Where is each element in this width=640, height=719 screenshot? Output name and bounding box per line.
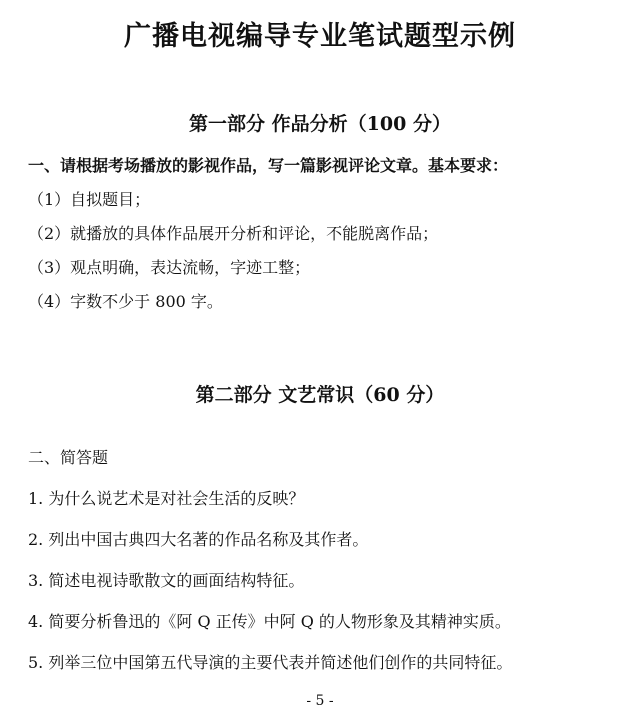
question-item: 1. 为什么说艺术是对社会生活的反映？ bbox=[28, 489, 305, 508]
question-item: 4. 简要分析鲁迅的《阿 Q 正传》中阿 Q 的人物形象及其精神实质。 bbox=[28, 612, 511, 631]
requirement-item: （1）自拟题目； bbox=[28, 190, 151, 209]
part2-heading: 第二部分 文艺常识（60 分） bbox=[195, 384, 445, 406]
requirement-item: （3）观点明确，表达流畅，字迹工整； bbox=[28, 258, 311, 277]
question-item: 3. 简述电视诗歌散文的画面结构特征。 bbox=[28, 571, 305, 590]
page-number: - 5 - bbox=[306, 693, 334, 709]
question-item: 5. 列举三位中国第五代导演的主要代表并简述他们创作的共同特征。 bbox=[28, 653, 513, 672]
requirement-item: （4）字数不少于 800 字。 bbox=[28, 292, 223, 311]
question-item: 2. 列出中国古典四大名著的作品名称及其作者。 bbox=[28, 530, 369, 549]
part1-heading: 第一部分 作品分析（100 分） bbox=[189, 113, 451, 135]
requirement-item: （2）就播放的具体作品展开分析和评论，不能脱离作品； bbox=[28, 224, 439, 243]
part2-subheading: 二、简答题 bbox=[28, 448, 109, 467]
part1-instruction: 一、请根据考场播放的影视作品，写一篇影视评论文章。基本要求： bbox=[28, 156, 509, 175]
document-title: 广播电视编导专业笔试题型示例 bbox=[124, 21, 516, 52]
